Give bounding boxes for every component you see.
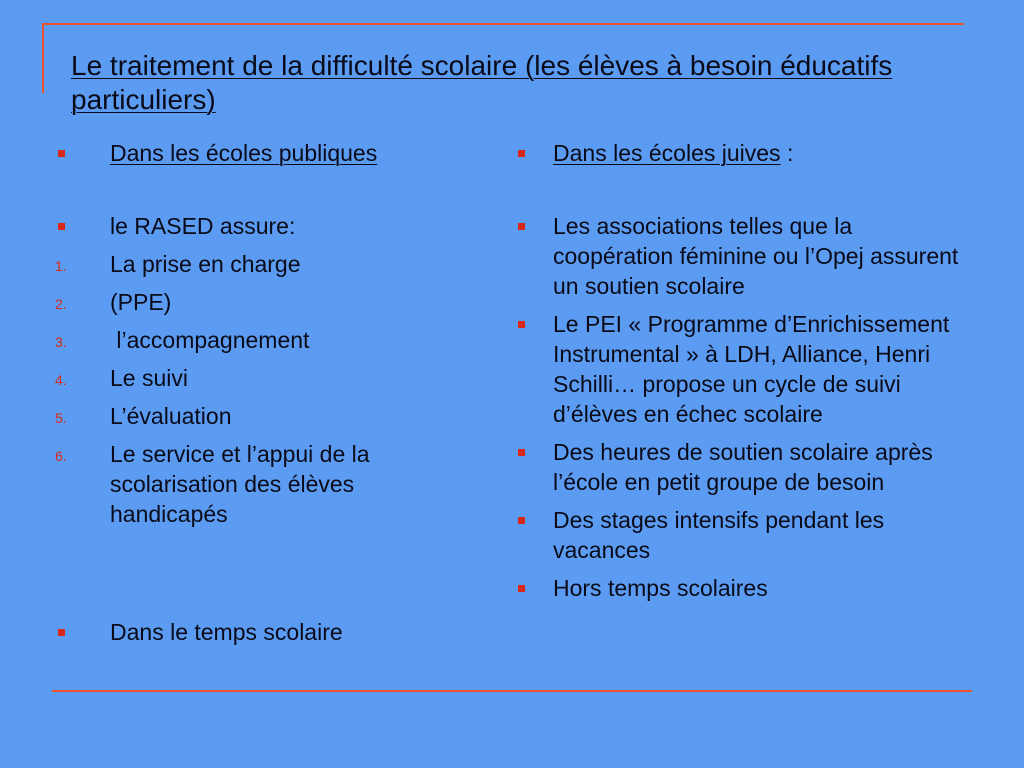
item-number: 1. [55, 258, 67, 274]
item-text: La prise en charge [110, 251, 301, 277]
item-text: Des stages intensifs pendant les vacances [553, 507, 885, 563]
square-bullet-icon [518, 449, 525, 456]
numbered-item [0, 287, 480, 317]
bottom-rule [52, 690, 972, 692]
square-bullet-icon [518, 517, 525, 524]
square-bullet-icon [518, 150, 525, 157]
item-text: Le suivi [110, 365, 188, 391]
item-text: l’accompagnement [110, 327, 310, 353]
square-bullet-icon [58, 629, 65, 636]
item-text: Les associations telles que la coopération féminine ou l’Opej assurent un soutien scolaire [553, 213, 959, 299]
left-footer-item [0, 617, 480, 647]
item-text: Des heures de soutien scolaire après l’école en petit groupe de besoin [553, 439, 933, 495]
item-text: L’évaluation [110, 403, 232, 429]
item-number: 4. [55, 372, 67, 388]
numbered-item [0, 439, 480, 529]
numbered-item [0, 325, 480, 355]
left-heading-item [0, 138, 480, 168]
item-text: (PPE) [110, 289, 172, 315]
right-column [506, 138, 976, 611]
slide-title: Le traitement de la difficulté scolaire (les élèves à besoin éducatifs particuliers) [71, 50, 893, 115]
list-item [506, 505, 976, 565]
item-text: Hors temps scolaires [553, 575, 768, 601]
left-heading: Dans les écoles publiques [110, 140, 378, 166]
square-bullet-icon [518, 321, 525, 328]
right-heading-suffix: : [780, 140, 794, 166]
left-intro: le RASED assure: [110, 213, 296, 239]
square-bullet-icon [518, 223, 525, 230]
item-text: Le PEI « Programme d’Enrichissement Instrumental » à LDH, Alliance, Henri Schilli… propose un cycle de suivi d’élèves en échec scolaire [553, 311, 950, 427]
list-item [506, 211, 976, 301]
list-item [506, 437, 976, 497]
item-number: 3. [55, 334, 67, 350]
list-item [506, 573, 976, 603]
list-item [506, 309, 976, 429]
left-rule [42, 23, 44, 93]
item-text: Le service et l’appui de la scolarisation des élèves handicapés [110, 441, 370, 527]
square-bullet-icon [58, 150, 65, 157]
right-heading-line [506, 138, 976, 168]
right-heading: Dans les écoles juives [553, 140, 781, 166]
square-bullet-icon [58, 223, 65, 230]
square-bullet-icon [518, 585, 525, 592]
left-column [0, 138, 480, 655]
left-intro-item [0, 211, 480, 241]
numbered-item [0, 401, 480, 431]
right-heading-item [506, 138, 976, 168]
item-number: 5. [55, 410, 67, 426]
numbered-item [0, 249, 480, 279]
top-rule [42, 23, 964, 25]
item-number: 6. [55, 448, 67, 464]
item-number: 2. [55, 296, 67, 312]
numbered-item [0, 363, 480, 393]
left-footer: Dans le temps scolaire [110, 619, 343, 645]
